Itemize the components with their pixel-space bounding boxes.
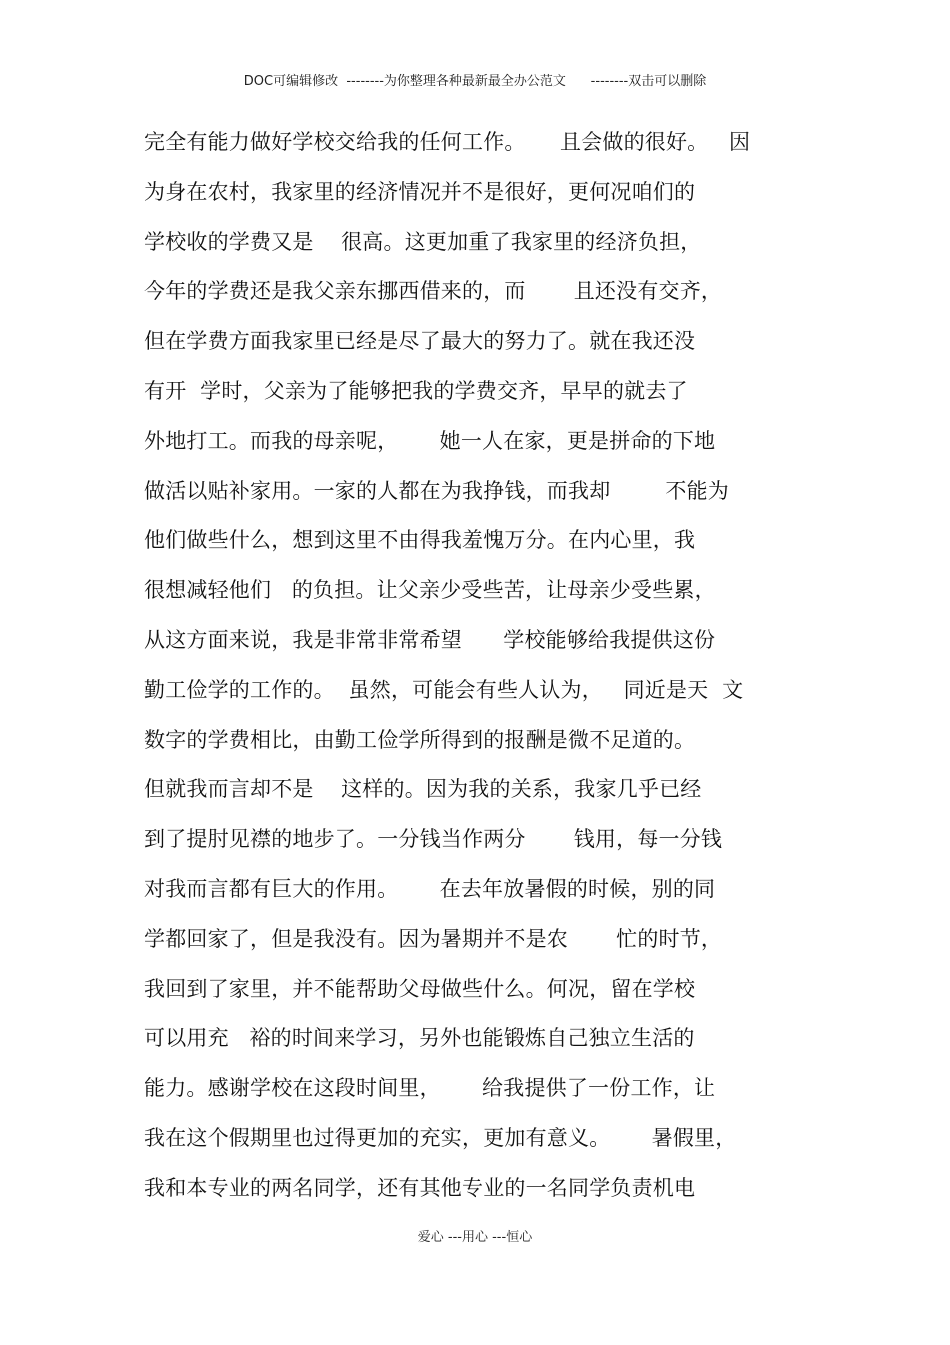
page-header: DOC可编辑修改 --------为你整理各种最新最全办公范文 --------双击可以删除 [243, 74, 707, 89]
text-line: 完全有能力做好学校交给我的任何工作。 且会做的很好。 因 [144, 130, 751, 154]
page-footer: 爱心 ---用心 ---恒心 [417, 1230, 533, 1245]
text-line: 很想减轻他们 的负担。让父亲少受些苦，让母亲少受些累， [144, 578, 716, 603]
text-line: 外地打工。而我的母亲呢， 她一人在家，更是拼命的下地 [144, 428, 716, 453]
text-line: 数字的学费相比，由勤工俭学所得到的报酬是微不足道的。 [144, 727, 696, 752]
text-line: 勤工俭学的工作的。 虽然，可能会有些人认为， 同近是天 文 [144, 677, 744, 702]
document-body [144, 122, 824, 1218]
text-line: 学都回家了，但是我没有。因为暑期并不是农 忙的时节， [144, 926, 723, 951]
text-line: 我回到了家里，并不能帮助父母做些什么。何况，留在学校 [144, 976, 696, 1001]
text-line: 到了提肘见襟的地步了。一分钱当作两分 钱用，每一分钱 [144, 827, 723, 852]
text-line: 为身在农村，我家里的经济情况并不是很好，更何况咱们的 [144, 179, 696, 204]
text-line: 今年的学费还是我父亲东挪西借来的，而 且还没有交齐， [144, 279, 723, 304]
text-line: 从这方面来说，我是非常非常希望 学校能够给我提供这份 [144, 627, 716, 652]
text-line: 我和本专业的两名同学，还有其他专业的一名同学负责机电 [144, 1175, 696, 1200]
text-line: 对我而言都有巨大的作用。 在去年放暑假的时候，别的同 [144, 876, 716, 901]
text-line: 做活以贴补家用。一家的人都在为我挣钱，而我却 不能为 [144, 478, 729, 503]
text-line: 他们做些什么，想到这里不由得我羞愧万分。在内心里，我 [144, 528, 696, 553]
text-line: 学校收的学费又是 很高。这更加重了我家里的经济负担， [144, 229, 702, 254]
text-line: 但在学费方面我家里已经是尽了最大的努力了。就在我还没 [144, 329, 696, 354]
text-line: 我在这个假期里也过得更加的充实，更加有意义。 暑假里， [144, 1125, 737, 1150]
text-line: 能力。感谢学校在这段时间里， 给我提供了一份工作，让 [144, 1076, 716, 1101]
text-line: 可以用充 裕的时间来学习，另外也能锻炼自己独立生活的 [144, 1026, 695, 1051]
text-line: 但就我而言却不是 这样的。因为我的关系，我家几乎已经 [144, 777, 702, 802]
text-line: 有开 学时，父亲为了能够把我的学费交齐，早早的就去了 [144, 378, 688, 403]
